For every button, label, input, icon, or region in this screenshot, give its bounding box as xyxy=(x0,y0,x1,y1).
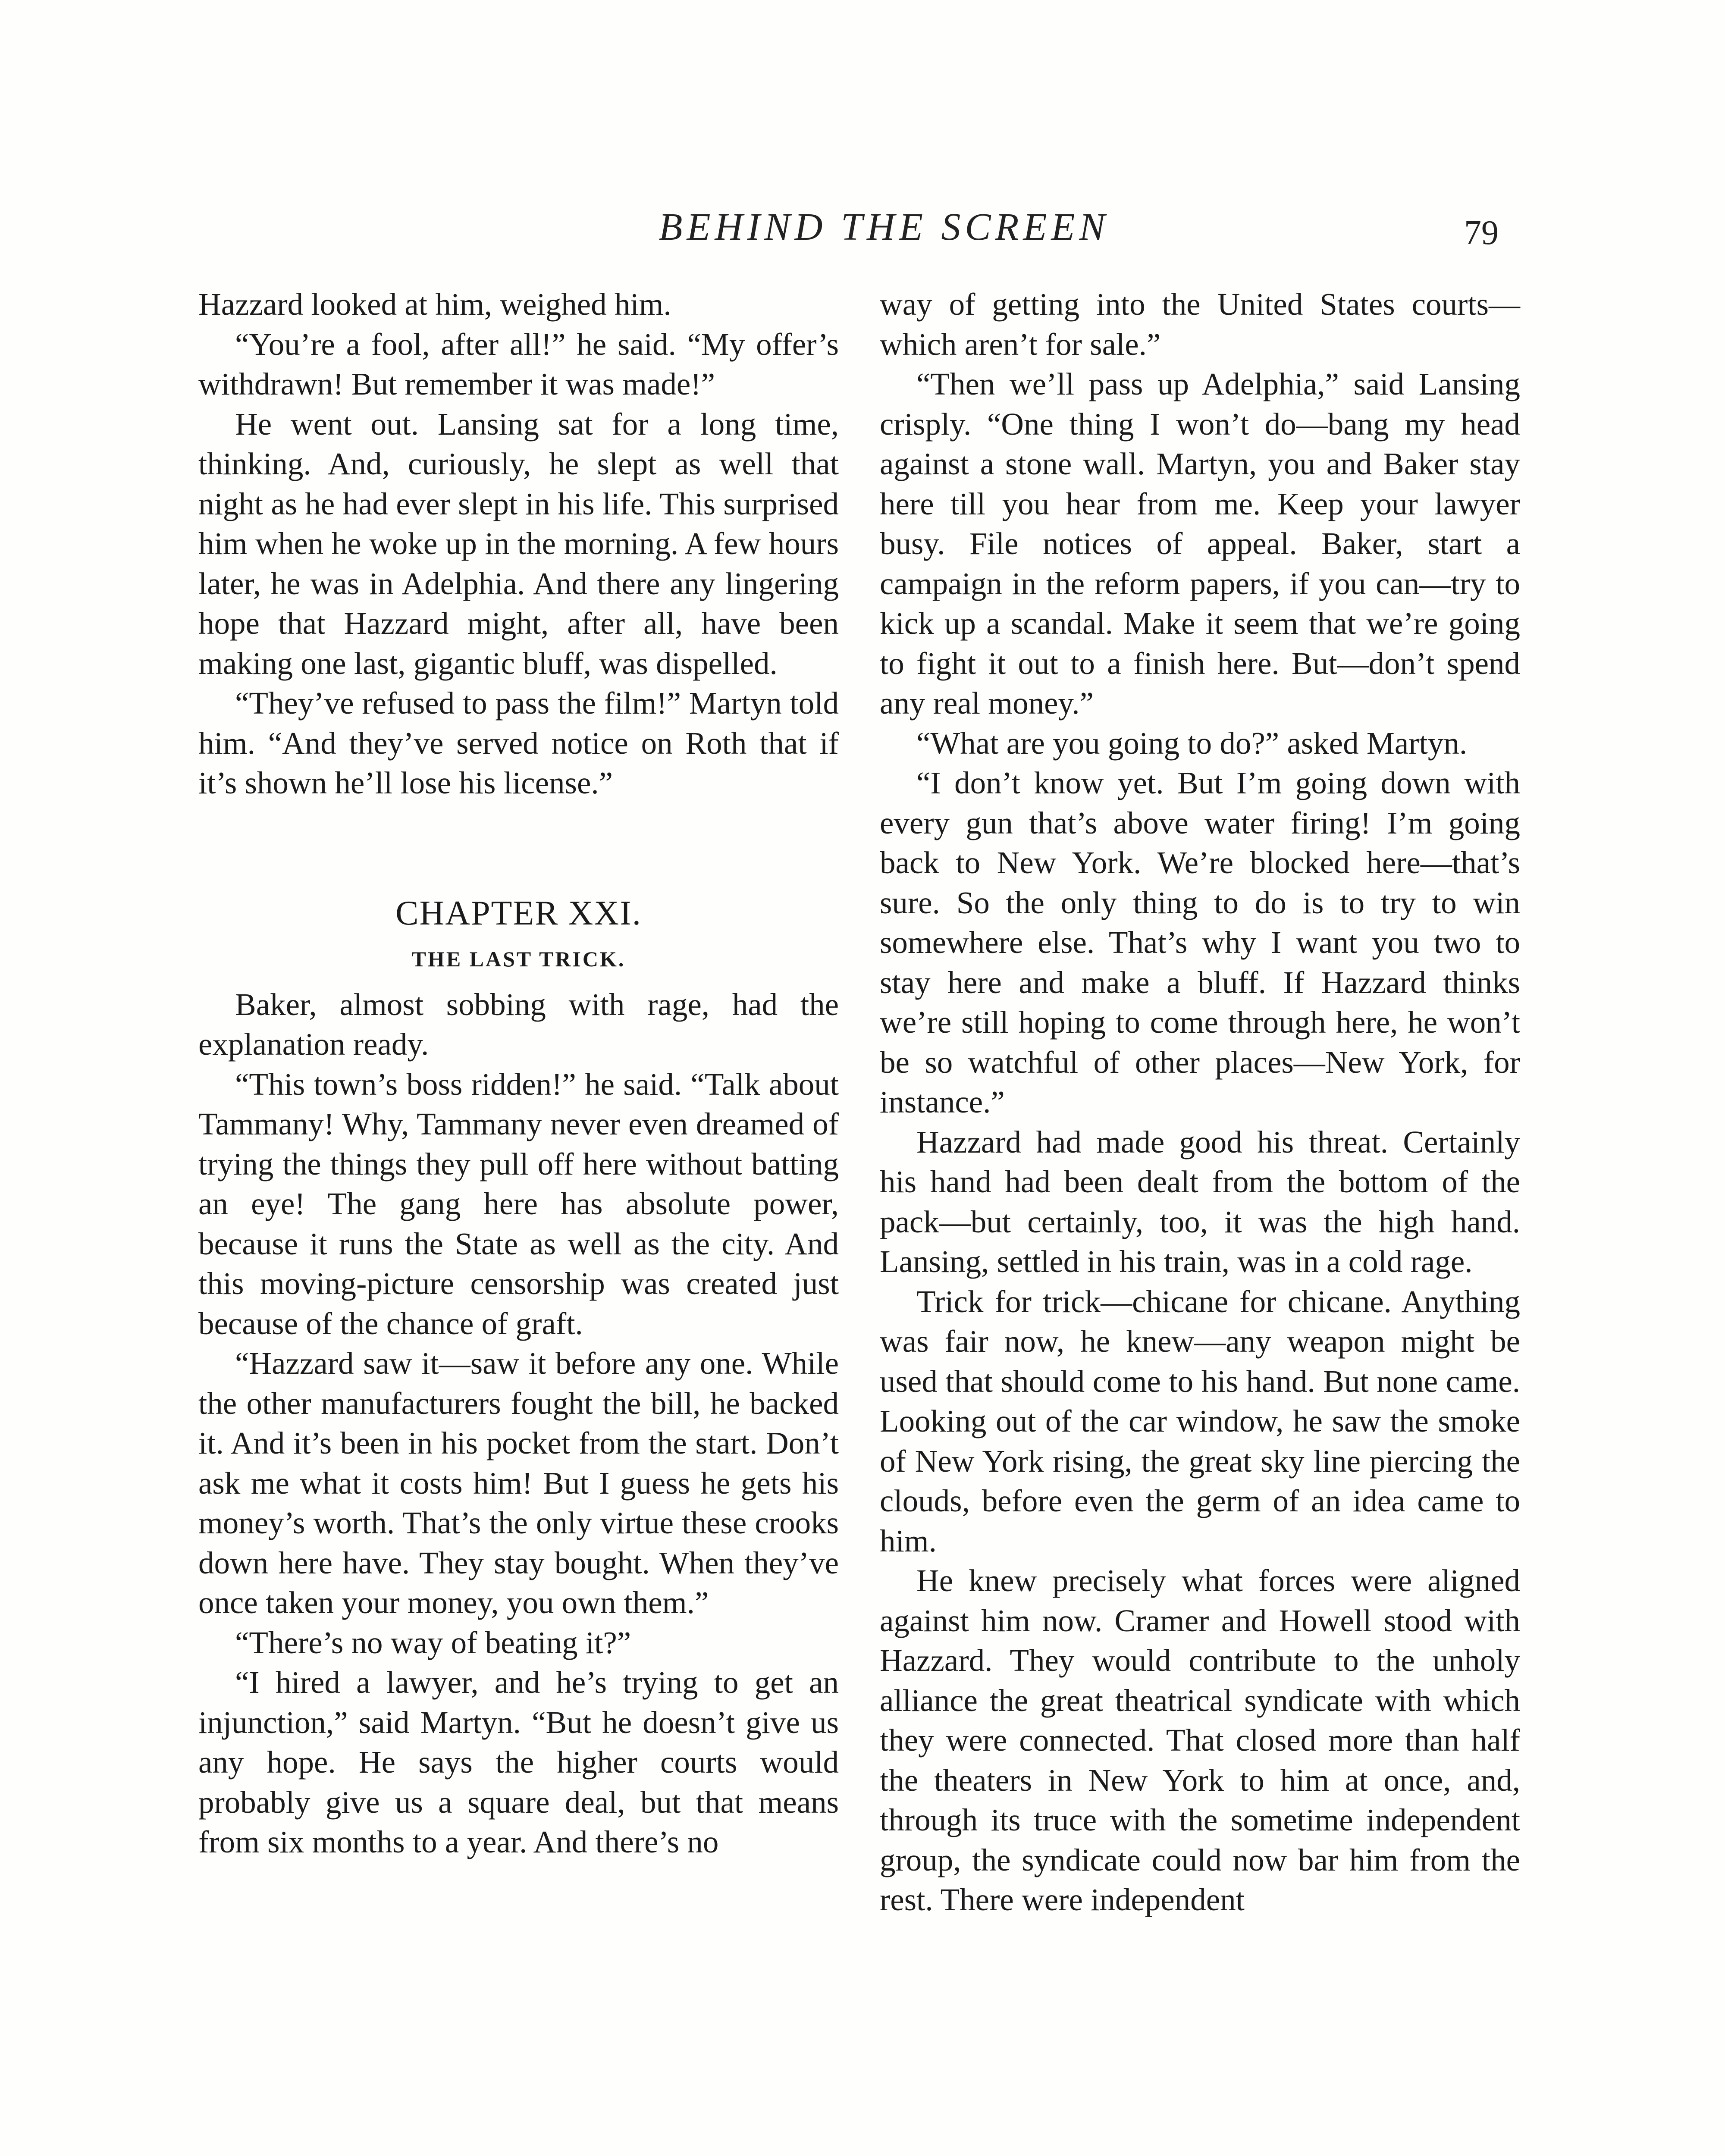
paragraph-continuation: way of getting into the United States courts—which aren’t for sale.” xyxy=(880,287,1520,362)
paragraph: He went out. Lansing sat for a long time, thinking. And, curiously, he slept as well that night as he had ever slept in his life. This surprised him when he woke up in the morning. A few hours later, he was in Adelphia. And there any lingering hope that Hazzard might, after all, have been making one last, gigantic bluff, was dispelled. xyxy=(198,406,839,681)
paragraph: Hazzard had made good his threat. Certainly his hand had been dealt from the bottom of the pack—but certainly, too, it was the high hand. Lansing, settled in his train, was in a cold rage. xyxy=(880,1124,1520,1279)
running-head: BEHIND THE SCREEN xyxy=(659,206,1110,248)
left-column xyxy=(198,285,839,1862)
paragraph: “You’re a fool, after all!” he said. “My offer’s withdrawn! But remember it was made!” xyxy=(198,326,839,401)
paragraph: “What are you going to do?” asked Martyn. xyxy=(916,725,1468,761)
page-number: 79 xyxy=(1464,214,1499,252)
paragraph: Trick for trick—chicane for chicane. Anything was fair now, he knew—any weapon might be used that should come to his hand. But none came. Looking out of the car window, he saw the smoke of New York rising, the great sky line piercing the clouds, before even the germ of an idea came to him. xyxy=(880,1284,1520,1558)
paragraph: “I don’t know yet. But I’m going down with every gun that’s above water firing! I’m going back to New York. We’re blocked here—that’s sure. So the only thing to do is to try to win somewhere else. That’s why I want you two to stay here and make a bluff. If Hazzard thinks we’re still hoping to come through here, he won’t be so watchful of other places—New York, for instance.” xyxy=(880,765,1520,1119)
paragraph: “Hazzard saw it—saw it before any one. While the other manufacturers fought the bill, he backed it. And it’s been in his pocket from the start. Don’t ask me what it costs him! But I guess he gets his money’s worth. That’s the only virtue these crooks down here have. They stay bought. When they’ve once taken your money, you own them.” xyxy=(198,1346,839,1620)
paragraph: “They’ve refused to pass the film!” Martyn told him. “And they’ve served notice on Roth that if it’s shown he’ll lose his license.” xyxy=(198,686,839,800)
chapter-title: CHAPTER XXI. xyxy=(395,894,642,932)
paragraph: “There’s no way of beating it?” xyxy=(235,1625,631,1660)
paragraph: He knew precisely what forces were aligned against him now. Cramer and Howell stood with Hazzard. They would contribute to the unholy alliance the great theatrical syndicate with which they were connected. That closed more than half the theaters in New York to him at once, and, through its truce with the sometime independent group, the syndicate could now bar him from the rest. There were independent xyxy=(880,1563,1520,1917)
paragraph: Baker, almost sobbing with rage, had the explanation ready. xyxy=(198,987,839,1062)
right-column xyxy=(880,285,1520,1920)
paragraph: “I hired a lawyer, and he’s trying to get an injunction,” said Martyn. “But he doesn’t give us any hope. He says the higher courts would probably give us a square deal, but that means from six months to a year. And there’s no xyxy=(198,1665,839,1859)
paragraph: Hazzard looked at him, weighed him. xyxy=(198,287,671,322)
paragraph: “This town’s boss ridden!” he said. “Talk about Tammany! Why, Tammany never even dreamed of trying the things they pull off here without batting an eye! The gang here has absolute power, because it runs the State as well as the city. And this moving-picture censorship was created just because of the chance of graft. xyxy=(198,1066,839,1341)
paragraph: “Then we’ll pass up Adelphia,” said Lansing crisply. “One thing I won’t do—bang my head against a stone wall. Martyn, you and Baker stay here till you hear from me. Keep your lawyer busy. File notices of appeal. Baker, start a campaign in the reform papers, if you can—try to kick up a scandal. Make it seem that we’re going to fight it out to a finish here. But—don’t spend any real money.” xyxy=(880,367,1520,721)
chapter-subtitle: THE LAST TRICK. xyxy=(411,946,626,971)
